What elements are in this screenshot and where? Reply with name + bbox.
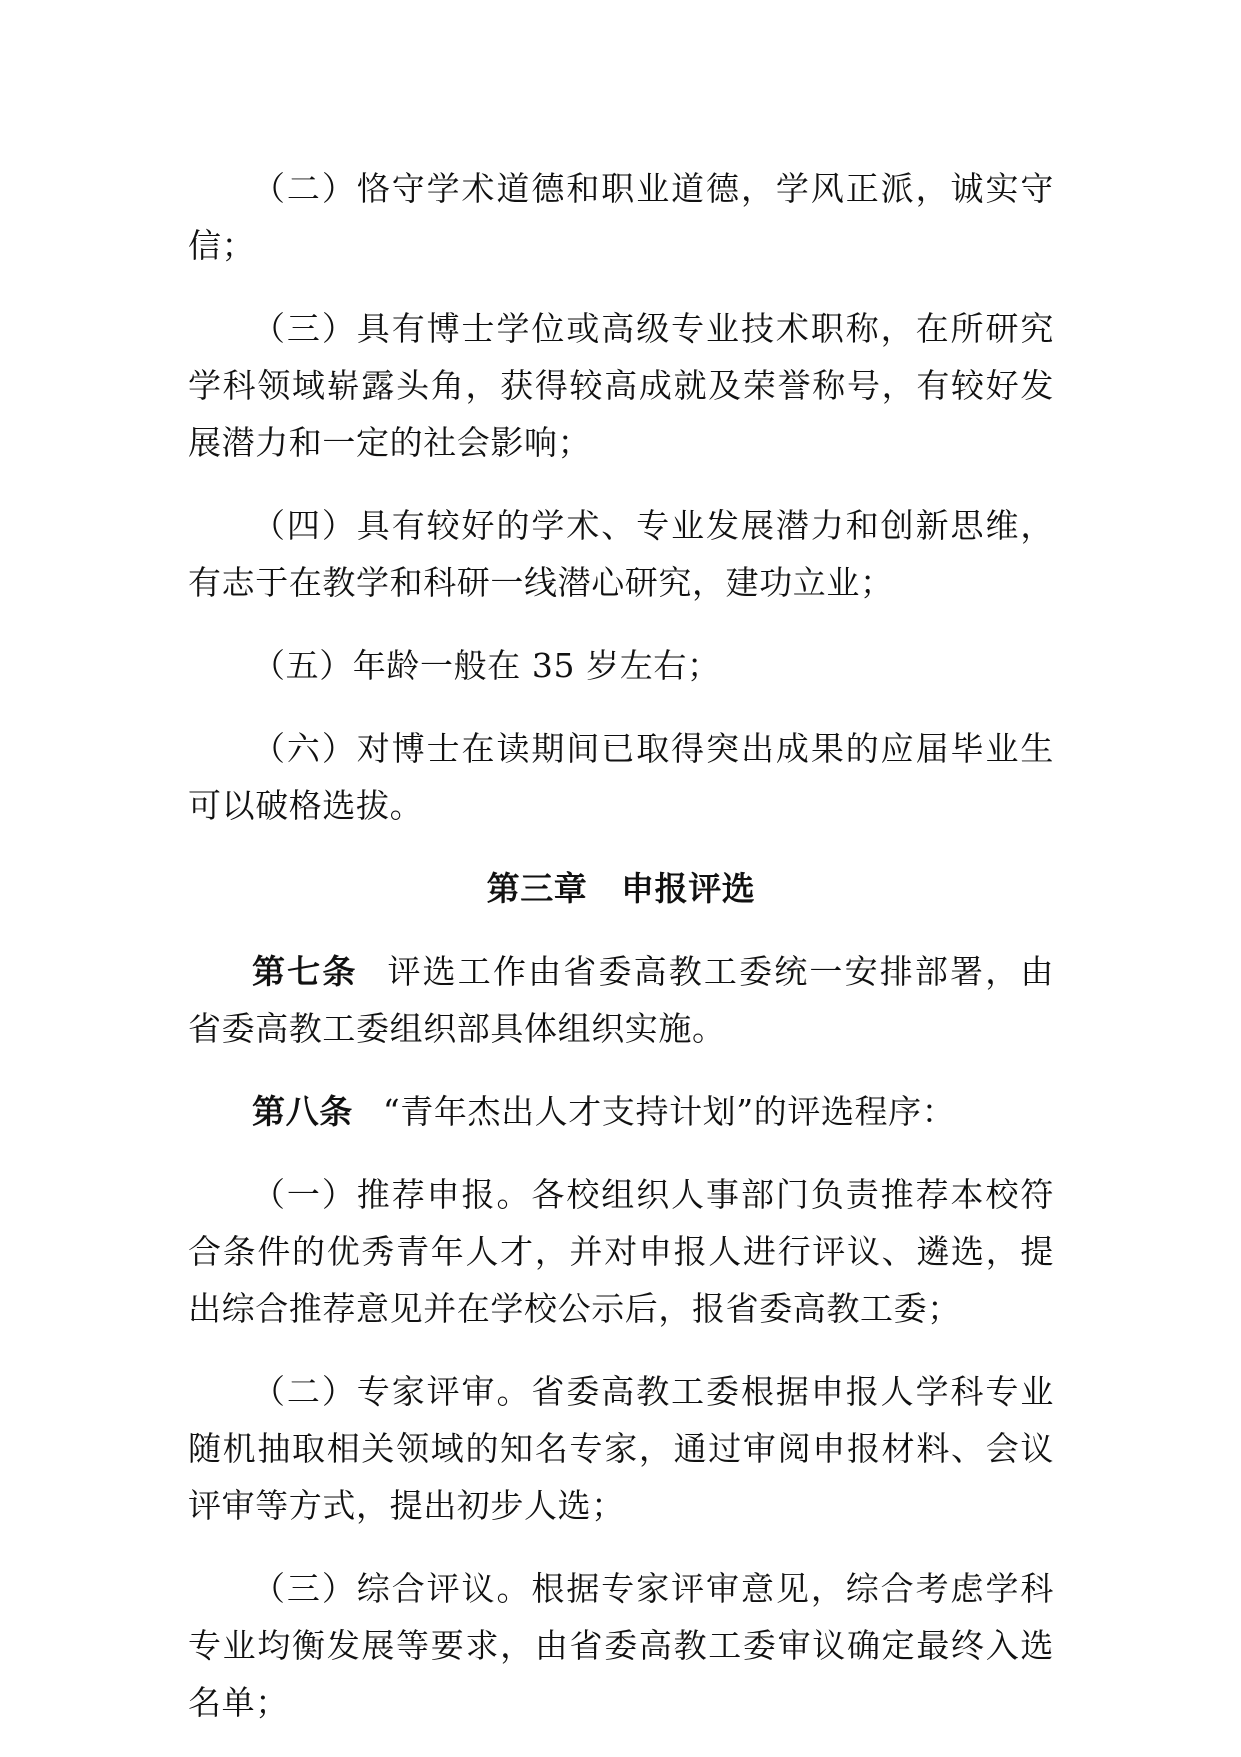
procedure-step-3: （三）综合评议。根据专家评审意见，综合考虑学科专业均衡发展等要求，由省委高教工委审议确定最终入选名单； — [188, 1569, 1054, 1722]
procedure-step-1: （一）推荐申报。各校组织人事部门负责推荐本校符合条件的优秀青年人才，并对申报人进行评议、遴选，提出综合推荐意见并在学校公示后，报省委高教工委； — [188, 1175, 1054, 1328]
paragraph-item-4: （四）具有较好的学术、专业发展潜力和创新思维，有志于在教学和科研一线潜心研究，建功立业； — [188, 506, 1054, 602]
paragraph-item-6: （六）对博士在读期间已取得突出成果的应届毕业生可以破格选拔。 — [188, 729, 1054, 825]
procedure-step-2: （二）专家评审。省委高教工委根据申报人学科专业随机抽取相关领域的知名专家，通过审阅申报材料、会议评审等方式，提出初步人选； — [188, 1372, 1054, 1525]
article-7-text: 评选工作由省委高教工委统一安排部署，由省委高教工委组织部具体组织实施。 — [188, 952, 1054, 1048]
paragraph-item-2: （二）恪守学术道德和职业道德，学风正派，诚实守信； — [188, 169, 1054, 265]
document-body — [188, 160, 1054, 1757]
article-7 — [188, 943, 1054, 1057]
article-8-label: 第八条 — [252, 1092, 353, 1131]
paragraph-item-3: （三）具有博士学位或高级专业技术职称，在所研究学科领域崭露头角，获得较高成就及荣誉称号，有较好发展潜力和一定的社会影响； — [188, 309, 1054, 462]
article-8 — [188, 1083, 1054, 1140]
paragraph-item-5: （五）年龄一般在 35 岁左右； — [252, 646, 721, 685]
chapter-heading: 第三章 申报评选 — [486, 869, 756, 908]
article-7-label: 第七条 — [252, 952, 358, 991]
article-8-text: “青年杰出人才支持计划”的评选程序： — [382, 1092, 956, 1131]
